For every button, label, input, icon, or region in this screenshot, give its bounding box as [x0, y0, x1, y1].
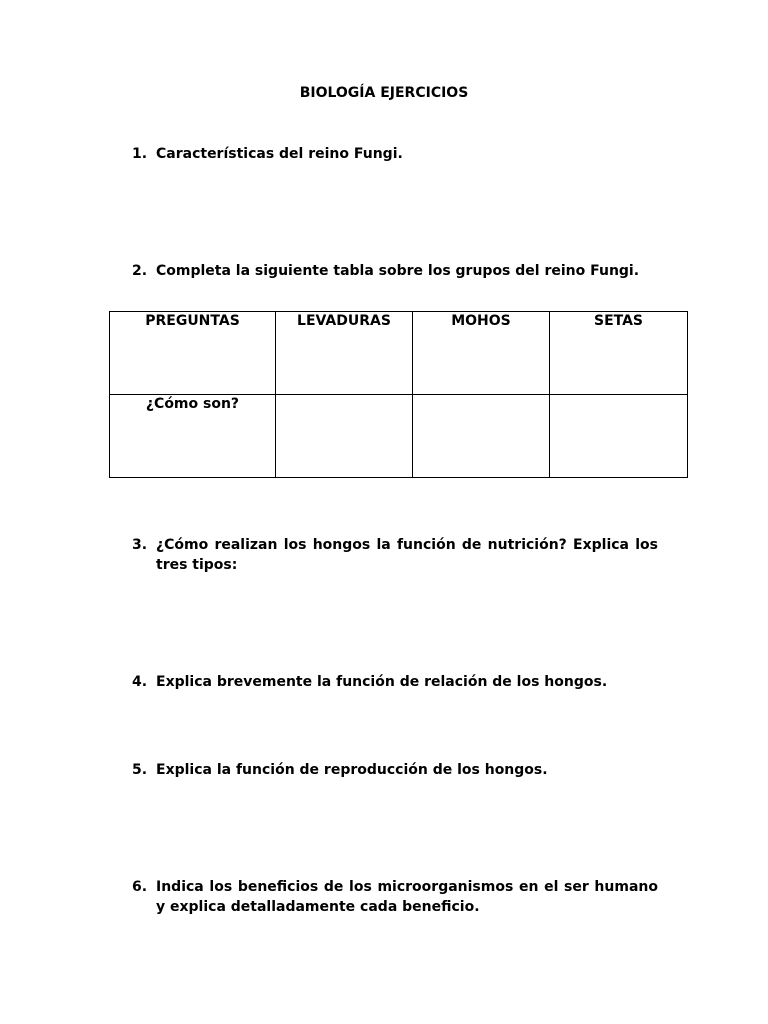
table-cell-question: ¿Cómo son? — [110, 395, 276, 478]
header-mohos: MOHOS — [413, 312, 550, 395]
fungi-groups-table — [109, 311, 688, 478]
table-cell-setas — [550, 395, 688, 478]
question-text: Indica los beneficios de los microorganismos en el ser humano y explica detalladamente cada beneficio. — [156, 879, 658, 915]
question-text: ¿Cómo realizan los hongos la función de nutrición? Explica los tres tipos: — [156, 537, 658, 573]
question-text: Explica brevemente la función de relación de los hongos. — [156, 674, 608, 690]
header-levaduras: LEVADURAS — [276, 312, 413, 395]
question-2 — [132, 261, 658, 281]
page-title: BIOLOGÍA EJERCICIOS — [299, 85, 469, 101]
question-number: 2. — [132, 263, 148, 279]
table-row — [110, 395, 688, 478]
question-1 — [132, 144, 658, 164]
table-cell-mohos — [413, 395, 550, 478]
question-number: 6. — [132, 879, 148, 895]
question-text: Explica la función de reproducción de los hongos. — [156, 762, 548, 778]
question-6 — [132, 877, 658, 917]
question-number: 5. — [132, 762, 148, 778]
question-5 — [132, 760, 658, 780]
question-number: 3. — [132, 537, 148, 553]
table-header-row — [110, 312, 688, 395]
header-setas: SETAS — [550, 312, 688, 395]
header-preguntas: PREGUNTAS — [110, 312, 276, 395]
question-text: Completa la siguiente tabla sobre los grupos del reino Fungi. — [156, 263, 640, 279]
question-number: 4. — [132, 674, 148, 690]
question-number: 1. — [132, 146, 148, 162]
table-cell-levaduras — [276, 395, 413, 478]
question-text: Características del reino Fungi. — [156, 146, 403, 162]
question-3 — [132, 535, 658, 575]
question-4 — [132, 672, 658, 692]
